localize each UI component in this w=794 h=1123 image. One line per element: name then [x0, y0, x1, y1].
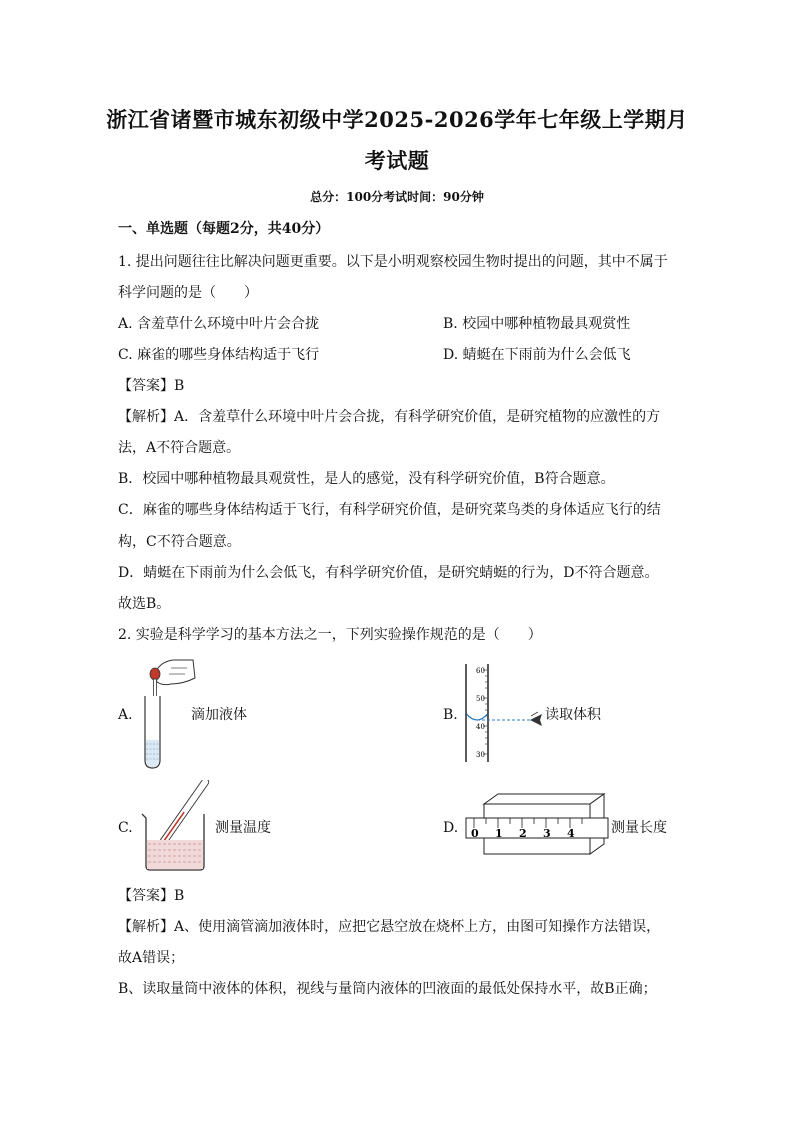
q2-stem: 2. 实验是科学学习的基本方法之一，下列实验操作规范的是（ ） [118, 627, 542, 643]
q1-option-d: D. 蜻蜓在下雨前为什么会低飞 [443, 347, 631, 363]
page-title-line2: 考试题 [364, 148, 430, 173]
q2-option-d-label: 测量长度 [611, 820, 667, 836]
q2-option-b-letter: B. [443, 707, 458, 723]
q2-option-c-label: 测量温度 [215, 820, 271, 836]
q2-option-a-label: 滴加液体 [191, 707, 247, 723]
q1-stem-line2: 科学问题的是（ ） [118, 285, 258, 301]
q1-option-c: C. 麻雀的哪些身体结构适于飞行 [118, 347, 320, 363]
q2-option-c-letter: C. [118, 820, 133, 836]
cylinder-tick-label: 30 [476, 751, 485, 759]
q2-option-a-letter: A. [118, 707, 133, 723]
q2-analysis-line: 【解析】A、使用滴管滴加液体时，应把它悬空放在烧杯上方，由图可知操作方法错误， [118, 919, 661, 935]
q2-answer: 【答案】B [118, 888, 185, 904]
q1-analysis-line: 故选B。 [118, 596, 171, 612]
ruler-block-figure [462, 792, 612, 862]
cylinder-tick-label: 50 [476, 695, 485, 703]
beaker-thermometer-figure [138, 780, 214, 872]
ruler-tick-label: 3 [543, 827, 551, 840]
q1-analysis-line: 法，A不符合题意。 [118, 440, 241, 456]
dropper-test-tube-figure [135, 656, 197, 772]
ruler-tick-label: 4 [567, 827, 575, 840]
q2-option-b-label: 读取体积 [545, 707, 601, 723]
exam-info: 总分：100分考试时间：90分钟 [310, 190, 484, 204]
q1-analysis-line: 构，C不符合题意。 [118, 534, 241, 550]
q2-analysis-line: B、读取量筒中液体的体积，视线与量筒内液体的凹液面的最低处保持水平，故B正确； [118, 981, 657, 997]
q1-answer: 【答案】B [118, 378, 185, 394]
graduated-cylinder-figure [458, 662, 548, 766]
ruler-tick-label: 0 [471, 827, 479, 840]
section-heading: 一、单选题（每题2分，共40分） [118, 221, 330, 237]
ruler-tick-label: 2 [519, 827, 527, 840]
ruler-tick-label: 1 [495, 827, 503, 840]
q1-option-a: A. 含羞草什么环境中叶片会合拢 [118, 316, 320, 332]
q1-analysis-line: 【解析】A．含羞草什么环境中叶片会合拢，有科学研究价值，是研究植物的应激性的方 [118, 409, 661, 425]
q1-option-b: B. 校园中哪种植物最具观赏性 [443, 316, 631, 332]
q1-stem-line1: 1. 提出问题往往比解决问题更重要。以下是小明观察校园生物时提出的问题，其中不属于 [118, 254, 668, 270]
page-title-line1: 浙江省诸暨市城东初级中学2025-2026学年七年级上学期月 [106, 107, 688, 132]
cylinder-tick-label: 60 [476, 667, 485, 675]
q2-option-d-letter: D. [443, 820, 459, 836]
q1-analysis-line: B．校园中哪种植物最具观赏性，是人的感觉，没有科学研究价值，B符合题意。 [118, 471, 615, 487]
cylinder-tick-label: 40 [476, 723, 485, 731]
q2-analysis-line: 故A错误； [118, 950, 185, 966]
q1-analysis-line: D．蜻蜓在下雨前为什么会低飞，有科学研究价值，是研究蜻蜓的行为，D不符合题意。 [118, 565, 659, 581]
q1-analysis-line: C．麻雀的哪些身体结构适于飞行，有科学研究价值，是研究菜鸟类的身体适应飞行的结 [118, 502, 661, 518]
